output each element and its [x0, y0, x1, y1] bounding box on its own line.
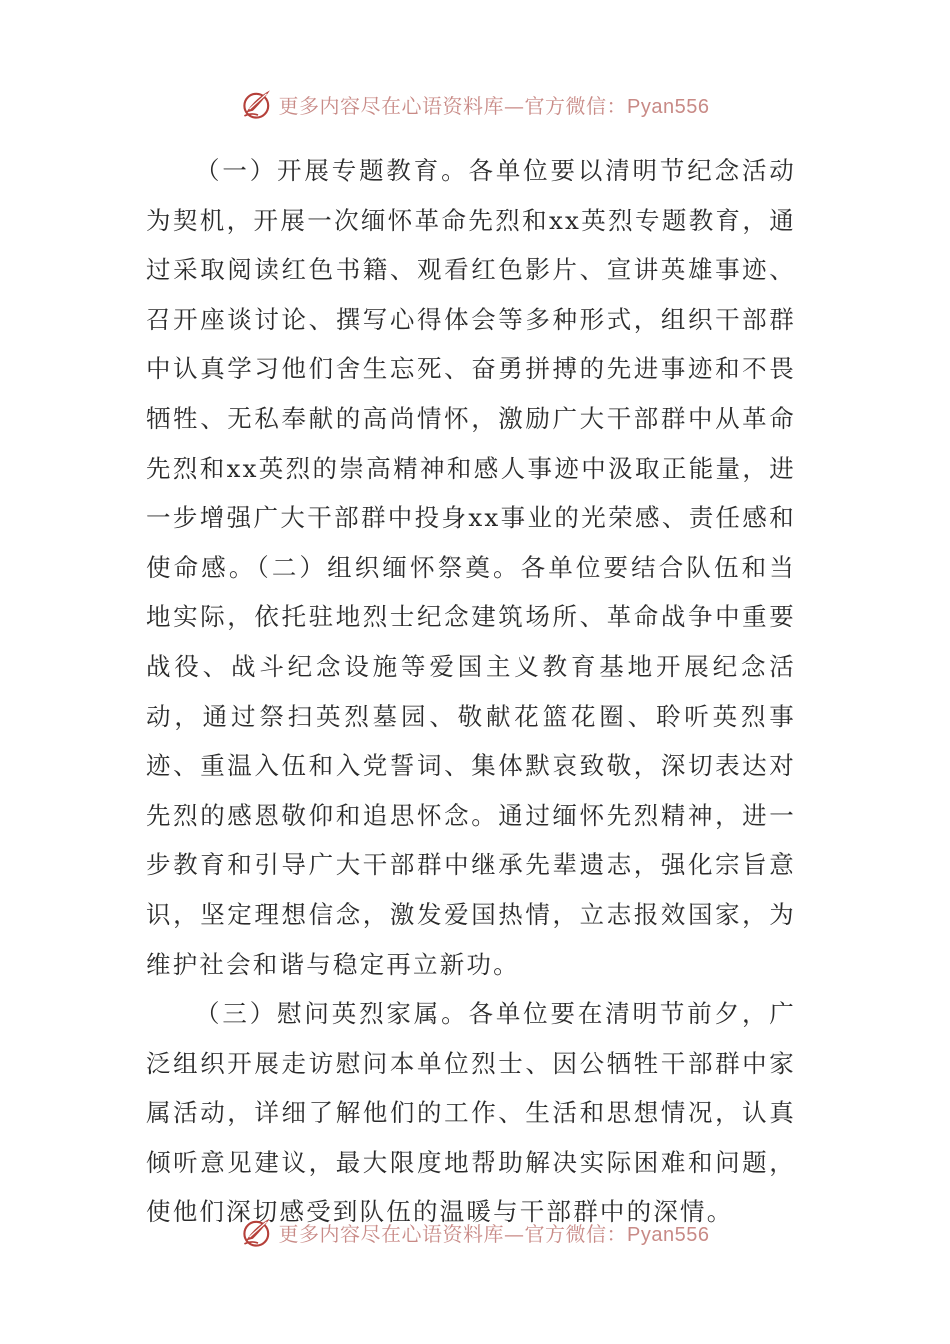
quill-seal-icon: [241, 1215, 275, 1249]
watermark-wechat-id: Pyan556: [627, 1223, 710, 1246]
footer-watermark: [0, 1212, 950, 1252]
header-watermark: [0, 84, 950, 124]
paragraph-2: （三）慰问英烈家属。各单位要在清明节前夕，广泛组织开展走访慰问本单位烈士、因公牺牲干部群中家属活动，详细了解他们的工作、生活和思想情况，认真倾听意见建议，最大限度地帮助解决实际困难和问题，使他们深切感受到队伍的温暖与干部群中的深情。: [146, 999, 796, 1227]
paragraph-1: （一）开展专题教育。各单位要以清明节纪念活动为契机，开展一次缅怀革命先烈和xx英烈专题教育，通过采取阅读红色书籍、观看红色影片、宣讲英雄事迹、召开座谈讨论、撰写心得体会等多种形式，组织干部群中认真学习他们舍生忘死、奋勇拼搏的先进事迹和不畏牺牲、无私奉献的高尚情怀，激励广大干部群中从革命先烈和xx英烈的崇高精神和感人事迹中汲取正能量，进一步增强广大干部群中投身xx事业的光荣感、责任感和使命感。（二）组织缅怀祭奠。各单位要结合队伍和当地实际，依托驻地烈士纪念建筑场所、革命战争中重要战役、战斗纪念设施等爱国主义教育基地开展纪念活动，通过祭扫英烈墓园、敬献花篮花圈、聆听英烈事迹、重温入伍和入党誓词、集体默哀致敬，深切表达对先烈的感恩敬仰和追思怀念。通过缅怀先烈精神，进一步教育和引导广大干部群中继承先辈遗志，强化宗旨意识，坚定理想信念，激发爱国热情，立志报效国家，为维护社会和谐与稳定再立新功。: [146, 156, 796, 979]
watermark-text: [279, 1218, 710, 1247]
watermark-text-cn: 更多内容尽在心语资料库—官方微信：: [278, 1221, 628, 1246]
watermark-text: [279, 90, 710, 119]
document-body: [146, 146, 796, 1237]
watermark-wechat-id: Pyan556: [627, 95, 710, 118]
watermark-text-cn: 更多内容尽在心语资料库—官方微信：: [278, 93, 628, 118]
quill-seal-icon: [241, 87, 275, 121]
